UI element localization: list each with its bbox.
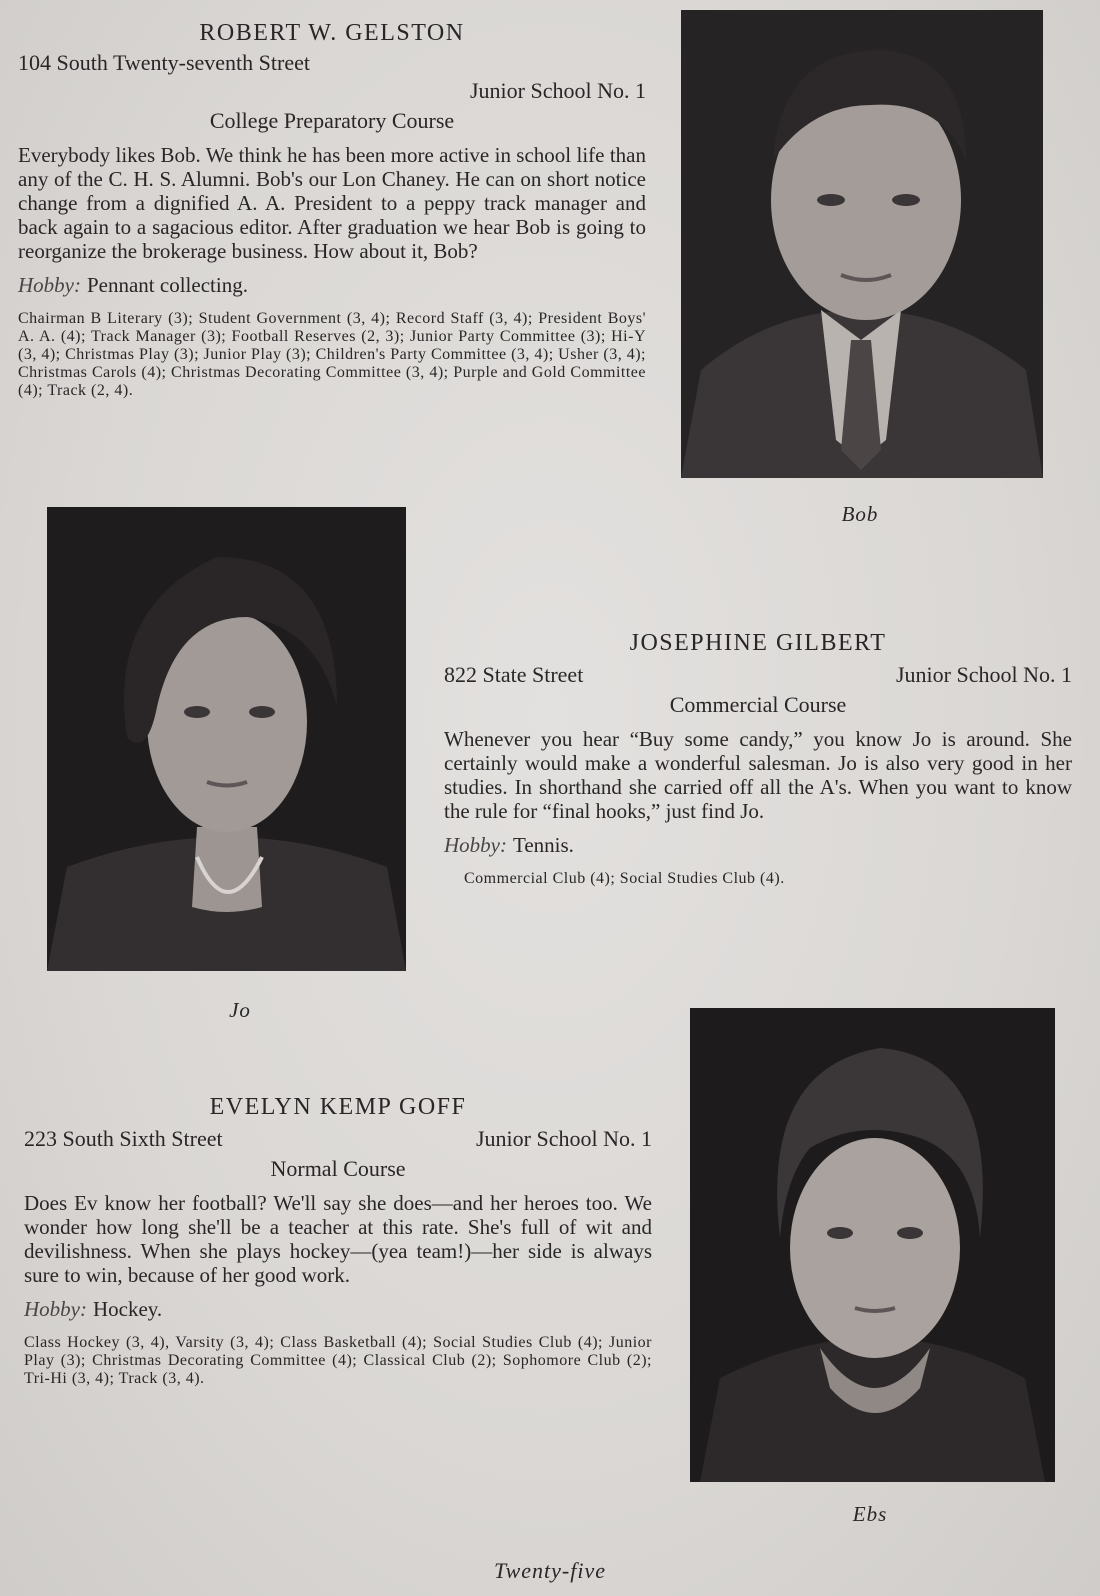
portrait-photo-ebs xyxy=(690,1008,1055,1482)
hobby-label: Hobby: xyxy=(24,1297,87,1321)
entry-address-row xyxy=(444,661,1072,689)
entry-school: Junior School No. 1 xyxy=(470,78,646,103)
portrait-photo-jo-image xyxy=(47,507,406,971)
entry-address-row xyxy=(24,1125,652,1153)
entry-address: 223 South Sixth Street xyxy=(24,1126,223,1151)
entry-gilbert xyxy=(444,630,1072,888)
entry-course: Normal Course xyxy=(270,1156,406,1181)
hobby-value: Hockey. xyxy=(92,1297,163,1321)
nickname-ebs: Ebs xyxy=(852,1502,888,1526)
entry-address: 104 South Twenty-seventh Street xyxy=(18,50,310,75)
entry-name: JOSEPHINE GILBERT xyxy=(629,630,887,656)
portrait-photo-jo xyxy=(47,507,406,971)
entry-address: 822 State Street xyxy=(444,662,584,687)
entry-course: Commercial Course xyxy=(669,692,847,717)
entry-activities: Class Hockey (3, 4), Varsity (3, 4); Class Basketball (4); Social Studies Club (4); Junior Play (3); Christmas Decorating Committee (4); Classical Club (2); Sophomore Club (2); Tri-Hi (3, 4); Track (3, 4). xyxy=(24,1334,652,1387)
entry-blurb: Everybody likes Bob. We think he has been more active in school life than any of the C. H. S. Alumni. Bob's our Lon Chaney. He can on short notice change from a dignified A. A. President to a peppy track manager and back again to a sagacious editor. After graduation we hear Bob is going to reorganize the brokerage business. How about it, Bob? xyxy=(18,143,646,263)
portrait-photo-bob-image xyxy=(681,10,1043,478)
entry-gelston xyxy=(18,20,646,400)
entry-hobby xyxy=(18,273,646,298)
entry-activities: Commercial Club (4); Social Studies Club (4). xyxy=(464,870,785,887)
entry-school: Junior School No. 1 xyxy=(896,662,1072,687)
hobby-label: Hobby: xyxy=(444,833,507,857)
portrait-photo-ebs-image xyxy=(690,1008,1055,1482)
entry-hobby xyxy=(24,1297,652,1322)
nickname-bob: Bob xyxy=(841,502,879,526)
entry-hobby xyxy=(444,833,1072,858)
portrait-photo-bob xyxy=(681,10,1043,478)
hobby-label: Hobby: xyxy=(18,273,81,297)
hobby-value: Tennis. xyxy=(512,833,574,857)
entry-school: Junior School No. 1 xyxy=(476,1126,652,1151)
entry-blurb: Does Ev know her football? We'll say she does—and her heroes too. We wonder how long she'll be a teacher at this rate. She's full of wit and devilishness. When she plays hockey—(yea team!)—her side is always sure to win, because of her good work. xyxy=(24,1191,652,1287)
entry-goff xyxy=(24,1094,652,1388)
entry-activities: Chairman B Literary (3); Student Government (3, 4); Record Staff (3, 4); President Boys' A. A. (4); Track Manager (3); Football Reserves (2, 3); Junior Party Committee (3); Hi-Y (3, 4); Christmas Play (3); Junior Play (3); Children's Party Committee (3, 4); Usher (3, 4); Christmas Carols (4); Christmas Decorating Committee (3, 4); Purple and Gold Committee (4); Track (2, 4). xyxy=(18,310,646,399)
entry-name: EVELYN KEMP GOFF xyxy=(209,1094,467,1120)
nickname-jo: Jo xyxy=(229,998,251,1022)
entry-blurb: Whenever you hear “Buy some candy,” you know Jo is around. She certainly would make a wonderful salesman. Jo is also very good in her studies. In shorthand she carried off all the A's. When you want to know the rule for “final hooks,” just find Jo. xyxy=(444,727,1072,823)
hobby-value: Pennant collecting. xyxy=(86,273,248,297)
entry-course: College Preparatory Course xyxy=(209,108,455,133)
page-number: Twenty-five xyxy=(494,1558,606,1583)
entry-name: ROBERT W. GELSTON xyxy=(199,20,465,46)
